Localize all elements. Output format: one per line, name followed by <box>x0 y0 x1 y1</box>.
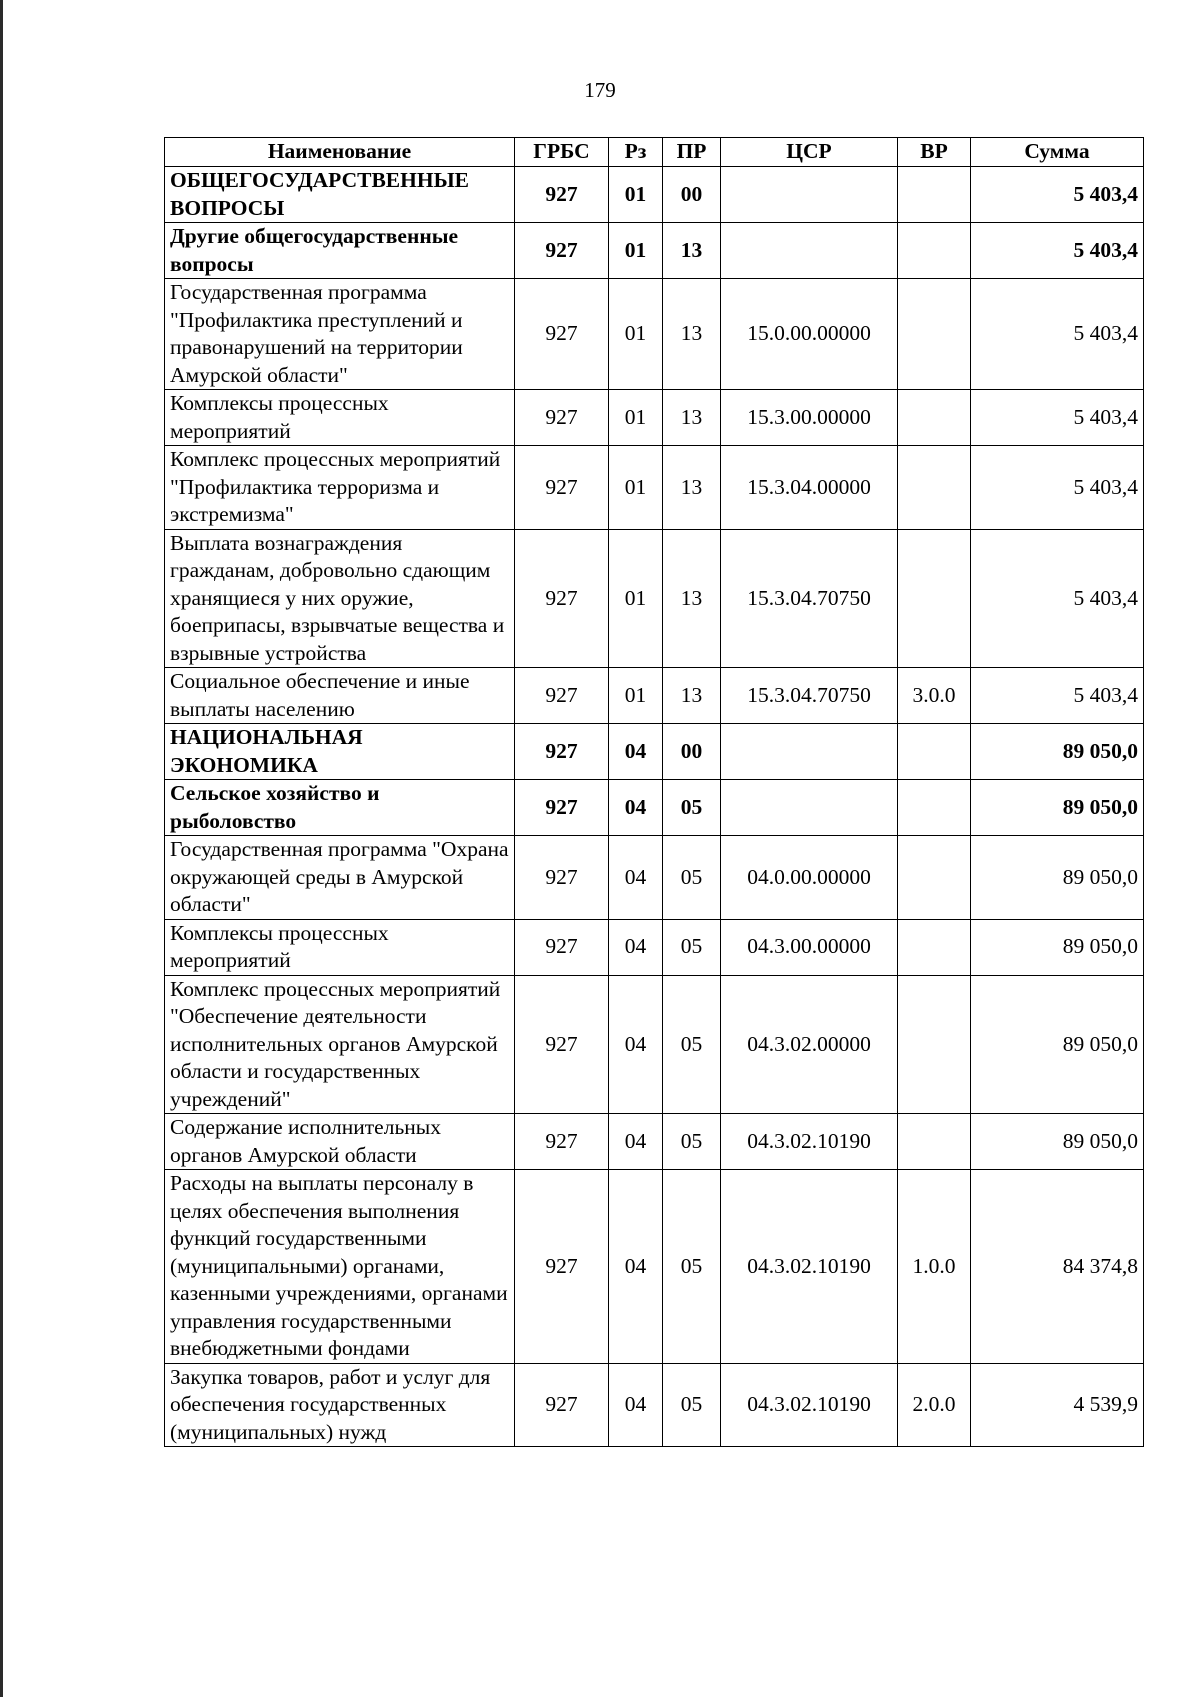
cell-vr <box>898 223 971 279</box>
cell-csr: 15.0.00.00000 <box>721 279 898 390</box>
cell-pr: 05 <box>663 1170 721 1364</box>
cell-rz: 04 <box>609 836 663 920</box>
cell-vr: 1.0.0 <box>898 1170 971 1364</box>
table-row <box>165 279 1144 390</box>
cell-csr <box>721 223 898 279</box>
cell-rz: 04 <box>609 1170 663 1364</box>
table-row <box>165 780 1144 836</box>
cell-grbs: 927 <box>515 279 609 390</box>
cell-pr: 05 <box>663 780 721 836</box>
cell-name: Комплексы процессных мероприятий <box>165 390 515 446</box>
cell-grbs: 927 <box>515 1114 609 1170</box>
cell-csr <box>721 724 898 780</box>
cell-rz: 04 <box>609 1114 663 1170</box>
budget-table <box>164 137 1144 1447</box>
header-rz: Рз <box>609 138 663 167</box>
table-row <box>165 529 1144 668</box>
cell-sum: 5 403,4 <box>971 529 1144 668</box>
table-row <box>165 668 1144 724</box>
cell-rz: 01 <box>609 446 663 530</box>
cell-vr <box>898 1114 971 1170</box>
cell-vr: 2.0.0 <box>898 1363 971 1447</box>
cell-sum: 89 050,0 <box>971 975 1144 1114</box>
cell-rz: 01 <box>609 390 663 446</box>
cell-csr: 04.3.00.00000 <box>721 919 898 975</box>
cell-sum: 84 374,8 <box>971 1170 1144 1364</box>
cell-name: Государственная программа "Профилактика преступлений и правонарушений на территории Амурской области" <box>165 279 515 390</box>
cell-csr: 15.3.04.00000 <box>721 446 898 530</box>
cell-sum: 5 403,4 <box>971 279 1144 390</box>
cell-vr <box>898 279 971 390</box>
table-header-row <box>165 138 1144 167</box>
cell-pr: 05 <box>663 1363 721 1447</box>
cell-name: Выплата вознаграждения гражданам, добровольно сдающим хранящиеся у них оружие, боеприпасы, взрывчатые вещества и взрывные устройства <box>165 529 515 668</box>
cell-csr <box>721 167 898 223</box>
scan-edge <box>0 0 3 1697</box>
cell-vr: 3.0.0 <box>898 668 971 724</box>
cell-vr <box>898 390 971 446</box>
cell-csr: 04.3.02.00000 <box>721 975 898 1114</box>
cell-rz: 01 <box>609 167 663 223</box>
header-sum: Сумма <box>971 138 1144 167</box>
table-row <box>165 446 1144 530</box>
cell-name: Содержание исполнительных органов Амурской области <box>165 1114 515 1170</box>
cell-name: Расходы на выплаты персоналу в целях обеспечения выполнения функций государственными (муниципальными) органами, казенными учреждениями, органами управления государственными внебюджетными фондами <box>165 1170 515 1364</box>
table-row <box>165 390 1144 446</box>
table-row <box>165 724 1144 780</box>
cell-name: Комплекс процессных мероприятий "Обеспечение деятельности исполнительных органов Амурской области и государственных учреждений" <box>165 975 515 1114</box>
cell-grbs: 927 <box>515 724 609 780</box>
cell-sum: 89 050,0 <box>971 1114 1144 1170</box>
cell-vr <box>898 975 971 1114</box>
cell-csr: 04.3.02.10190 <box>721 1114 898 1170</box>
cell-rz: 01 <box>609 529 663 668</box>
cell-sum: 5 403,4 <box>971 167 1144 223</box>
table-row <box>165 919 1144 975</box>
cell-grbs: 927 <box>515 780 609 836</box>
cell-grbs: 927 <box>515 167 609 223</box>
cell-vr <box>898 446 971 530</box>
cell-grbs: 927 <box>515 223 609 279</box>
cell-pr: 13 <box>663 446 721 530</box>
cell-pr: 05 <box>663 836 721 920</box>
cell-pr: 00 <box>663 167 721 223</box>
cell-grbs: 927 <box>515 1170 609 1364</box>
cell-pr: 13 <box>663 223 721 279</box>
cell-pr: 00 <box>663 724 721 780</box>
cell-sum: 4 539,9 <box>971 1363 1144 1447</box>
header-grbs: ГРБС <box>515 138 609 167</box>
cell-rz: 04 <box>609 975 663 1114</box>
cell-rz: 01 <box>609 668 663 724</box>
cell-name: Закупка товаров, работ и услуг для обеспечения государственных (муниципальных) нужд <box>165 1363 515 1447</box>
cell-csr: 15.3.04.70750 <box>721 529 898 668</box>
cell-grbs: 927 <box>515 836 609 920</box>
table-row <box>165 1170 1144 1364</box>
cell-vr <box>898 167 971 223</box>
cell-name: Сельское хозяйство и рыболовство <box>165 780 515 836</box>
cell-name: Комплекс процессных мероприятий "Профилактика терроризма и экстремизма" <box>165 446 515 530</box>
cell-sum: 89 050,0 <box>971 836 1144 920</box>
cell-name: Другие общегосударственные вопросы <box>165 223 515 279</box>
cell-sum: 89 050,0 <box>971 724 1144 780</box>
cell-csr: 04.3.02.10190 <box>721 1363 898 1447</box>
cell-rz: 04 <box>609 919 663 975</box>
cell-csr: 04.3.02.10190 <box>721 1170 898 1364</box>
cell-grbs: 927 <box>515 446 609 530</box>
cell-rz: 01 <box>609 223 663 279</box>
header-pr: ПР <box>663 138 721 167</box>
cell-pr: 13 <box>663 390 721 446</box>
cell-rz: 04 <box>609 1363 663 1447</box>
cell-pr: 13 <box>663 529 721 668</box>
cell-pr: 13 <box>663 279 721 390</box>
table-row <box>165 975 1144 1114</box>
cell-pr: 05 <box>663 1114 721 1170</box>
table-row <box>165 223 1144 279</box>
header-name: Наименование <box>165 138 515 167</box>
cell-pr: 13 <box>663 668 721 724</box>
cell-name: Социальное обеспечение и иные выплаты населению <box>165 668 515 724</box>
cell-sum: 5 403,4 <box>971 668 1144 724</box>
cell-csr: 15.3.04.70750 <box>721 668 898 724</box>
cell-sum: 5 403,4 <box>971 390 1144 446</box>
cell-name: Комплексы процессных мероприятий <box>165 919 515 975</box>
table-row <box>165 167 1144 223</box>
cell-vr <box>898 780 971 836</box>
table-row <box>165 836 1144 920</box>
page-number: 179 <box>584 78 616 102</box>
header-csr: ЦСР <box>721 138 898 167</box>
cell-grbs: 927 <box>515 529 609 668</box>
cell-grbs: 927 <box>515 919 609 975</box>
cell-sum: 5 403,4 <box>971 223 1144 279</box>
cell-grbs: 927 <box>515 390 609 446</box>
cell-csr <box>721 780 898 836</box>
cell-vr <box>898 529 971 668</box>
cell-grbs: 927 <box>515 975 609 1114</box>
cell-vr <box>898 836 971 920</box>
table-body <box>165 167 1144 1447</box>
cell-grbs: 927 <box>515 1363 609 1447</box>
cell-pr: 05 <box>663 919 721 975</box>
cell-name: ОБЩЕГОСУДАРСТВЕННЫЕ ВОПРОСЫ <box>165 167 515 223</box>
table-row <box>165 1114 1144 1170</box>
cell-csr: 04.0.00.00000 <box>721 836 898 920</box>
table-row <box>165 1363 1144 1447</box>
cell-name: НАЦИОНАЛЬНАЯ ЭКОНОМИКА <box>165 724 515 780</box>
cell-rz: 01 <box>609 279 663 390</box>
cell-rz: 04 <box>609 780 663 836</box>
cell-vr <box>898 724 971 780</box>
cell-grbs: 927 <box>515 668 609 724</box>
cell-rz: 04 <box>609 724 663 780</box>
cell-vr <box>898 919 971 975</box>
cell-pr: 05 <box>663 975 721 1114</box>
cell-csr: 15.3.00.00000 <box>721 390 898 446</box>
header-vr: ВР <box>898 138 971 167</box>
cell-sum: 89 050,0 <box>971 919 1144 975</box>
cell-name: Государственная программа "Охрана окружающей среды в Амурской области" <box>165 836 515 920</box>
cell-sum: 89 050,0 <box>971 780 1144 836</box>
cell-sum: 5 403,4 <box>971 446 1144 530</box>
